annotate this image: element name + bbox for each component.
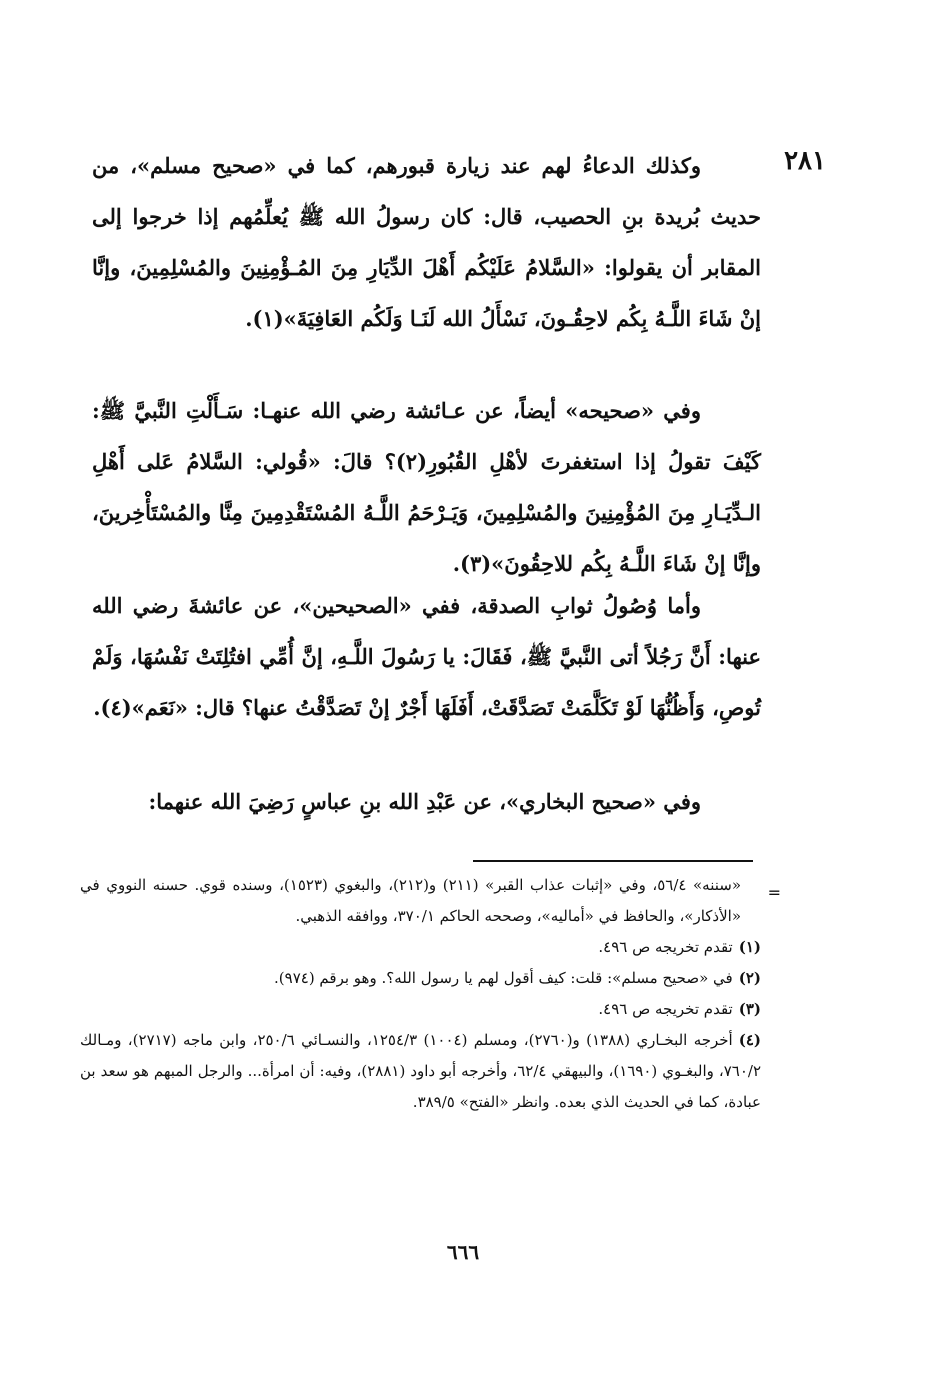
footnote-text: تقدم تخريجه ص ٤٩٦. xyxy=(598,1000,733,1018)
footnotes xyxy=(80,870,761,1118)
footnote-divider xyxy=(473,860,753,862)
footnote-1 xyxy=(80,932,761,963)
footnote-text: أخرجه البخـاري (١٣٨٨) و(٢٧٦٠)، ومسلم (١٠٠٤) ١٢٥٤/٣، والنسـائي ٢٥٠/٦، وابن ماجه (٢٧١٧)، ومـالك ٧٦٠/٢، والبغـوي (١٦٩٠)، والبيهقي ٦٢/٤، وأخرجه أبو داود (٢٨٨١)، وفيه: أن امرأة... والرجل المبهم هو سعد بن عبادة، كما في الحديث الذي بعده. وانظر «الفتح» ٣٨٩/٥. xyxy=(80,1031,761,1111)
footnote-continuation: «سننه» ٥٦/٤، وفي «إثبات عذاب القبر» (٢١١) و(٢١٢)، والبغوي (١٥٢٣)، وسنده قوي. حسنه النووي في «الأذكار»، والحافظ في «أماليه»، وصححه الحاكم ٣٧٠/١، ووافقه الذهبي. xyxy=(80,876,741,925)
paragraph-4: وفي «صحيح البخاري»، عن عَبْدِ الله بنِ عباسٍ رَضِيَ الله عنهما: xyxy=(148,789,701,814)
footnote-label: (٣) xyxy=(738,1000,761,1018)
footnote-4 xyxy=(80,1025,761,1118)
footnote-continuation-mark: = xyxy=(767,883,781,902)
footnote-label: (٢) xyxy=(738,969,761,987)
footnote-text: تقدم تخريجه ص ٤٩٦. xyxy=(598,938,733,956)
footnote-label: (١) xyxy=(738,938,761,956)
footnote-text: في «صحيح مسلم»: قلت: كيف أقول لهم يا رسول الله؟. وهو برقم (٩٧٤). xyxy=(274,969,733,987)
paragraph-number: ٢٨١ xyxy=(784,146,826,176)
paragraph-3: وأما وُصُولُ ثوابِ الصدقة، ففي «الصحيحين»، عن عائشةَ رضي الله عنها: أَنَّ رَجُلاً أتى النَّبيَّ ﷺ، فَقَالَ: يا رَسُولَ اللَّـهِ، إنَّ أُمِّي افتُلِتَتْ نَفْسُهَا، وَلَمْ تُوصِ، وَأَظُنُّهَا لَوْ تَكَلَّمَتْ تَصَدَّقَتْ، أَفَلَهَا أَجْرٌ إنْ تَصَدَّقْتُ عنها؟ قال: «نَعَم»(٤). xyxy=(92,593,761,720)
paragraph-1: وكذلك الدعاءُ لهم عند زيارة قبورهم، كما في «صحيح مسلم»، من حديث بُريدة بنِ الحصيب، قال: كان رسولُ الله ﷺ يُعلِّمُهم إذا خرجوا إلى المقابر أن يقولوا: «السَّلامُ عَلَيْكُم أَهْلَ الدِّيَارِ مِنَ المُـؤْمِنِينَ والمُسْلِمِينَ، وإنَّا إنْ شَاءَ اللَّـهُ بِكُم لاحِقُـونَ، نَسْأَلُ الله لَنَـا وَلَكُم العَافِيَةَ»(١). xyxy=(92,153,761,331)
footnote-3 xyxy=(80,994,761,1025)
paragraph-2: وفي «صحيحه» أيضاً، عن عـائشة رضي الله عنهـا: سَـأَلْتِ النَّبيَّ ﷺ: كَيْفَ تقولُ إذا استغفرتَ لأهْلِ القُبُورِ(٢)؟ قالَ: «قُولي: السَّلامُ عَلى أَهْلِ الـدِّيَـارِ مِنَ المُؤْمِنِينَ والمُسْلِمِينَ، وَيَـرْحَمُ اللَّـهُ المُسْتَقْدِمِينَ مِنَّا والمُسْتَأْخِرينَ، وإنَّا إنْ شَاءَ اللَّـهُ بِكُم للاحِقُونَ»(٣). xyxy=(92,398,761,576)
footnote-2 xyxy=(80,963,761,994)
page-number: ٦٦٦ xyxy=(446,1240,480,1264)
footnote-label: (٤) xyxy=(738,1031,761,1049)
